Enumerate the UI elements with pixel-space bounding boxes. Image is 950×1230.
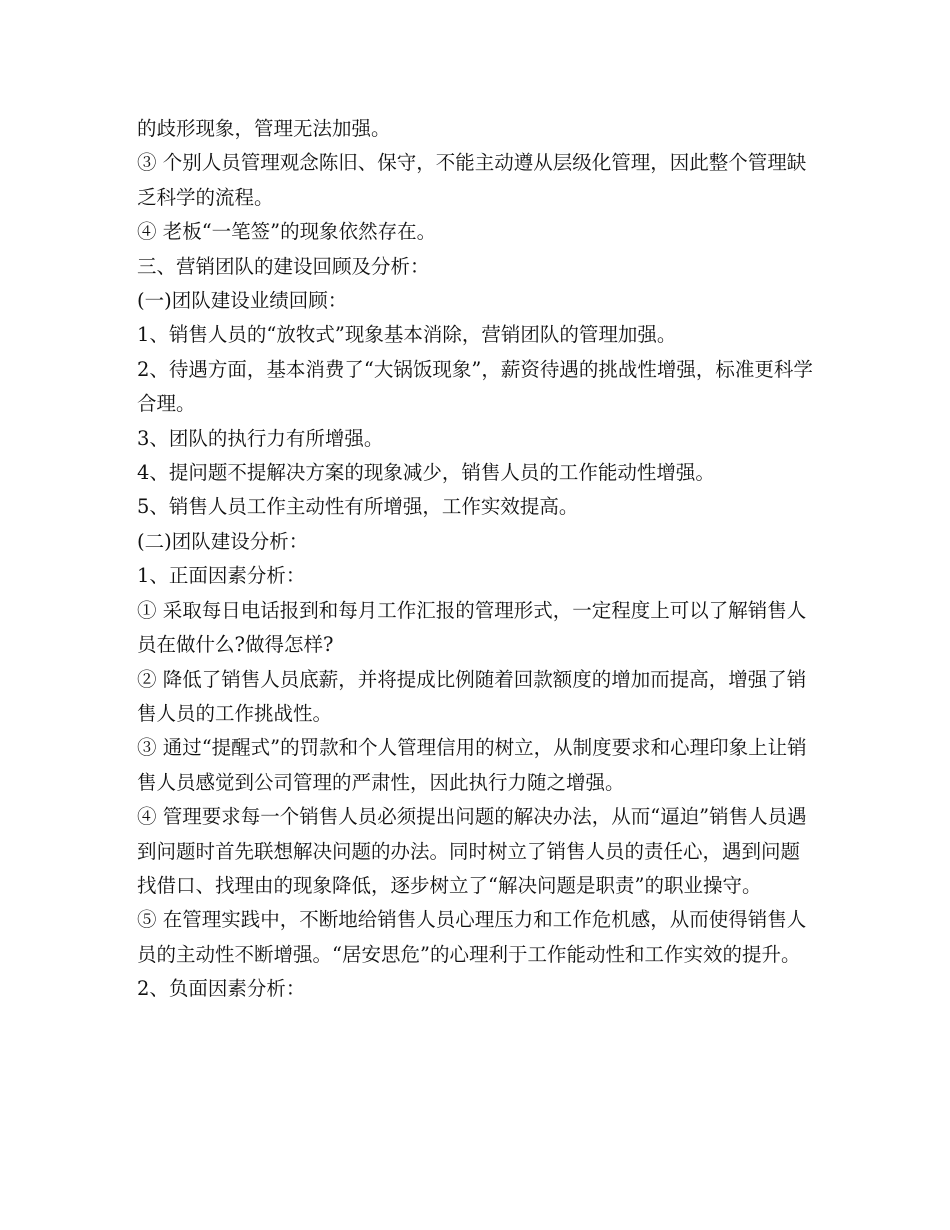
- paragraph-2: ③ 个别人员管理观念陈旧、保守，不能主动遵从层级化管理，因此整个管理缺乏科学的流程。: [137, 151, 807, 209]
- list-item: ③ 通过“提醒式”的罚款和个人管理信用的树立，从制度要求和心理印象上让销售人员感觉到公司管理的严肃性，因此执行力随之增强。: [137, 736, 807, 794]
- document-page: [137, 112, 817, 1007]
- subsection-heading-2: (二)团队建设分析：: [137, 529, 309, 553]
- list-item: 4、提问题不提解决方案的现象减少，销售人员的工作能动性增强。: [137, 461, 715, 485]
- list-item: 2、待遇方面，基本消费了“大锅饭现象”，薪资待遇的挑战性增强，标准更科学合理。: [137, 357, 813, 416]
- list-item: 1、销售人员的“放牧式”现象基本消除，营销团队的管理加强。: [137, 323, 677, 347]
- point-heading-positive: 1、正面因素分析：: [137, 564, 306, 588]
- list-item: 3、团队的执行力有所增强。: [137, 426, 384, 450]
- list-item: ① 采取每日电话报到和每月工作汇报的管理形式，一定程度上可以了解销售人员在做什么?做得怎样?: [137, 598, 807, 657]
- list-item: ④ 管理要求每一个销售人员必须提出问题的解决办法，从而“逼迫”销售人员遇到问题时首先联想解决问题的办法。同时树立了销售人员的责任心，遇到问题找借口、找理由的现象降低，逐步树立了“解决问题是职责”的职业操守。: [137, 805, 807, 897]
- list-item: ⑤ 在管理实践中，不断地给销售人员心理压力和工作危机感，从而使得销售人员的主动性不断增强。“居安思危”的心理利于工作能动性和工作实效的提升。: [137, 908, 807, 966]
- section-heading-3: 三、营销团队的建设回顾及分析：: [137, 254, 430, 278]
- paragraph-3: ④ 老板“一笔签”的现象依然存在。: [137, 220, 437, 244]
- subsection-heading-1: (一)团队建设业绩回顾：: [137, 289, 348, 313]
- point-heading-negative: 2、负面因素分析：: [137, 977, 306, 1001]
- paragraph-1: 的歧形现象，管理无法加强。: [137, 117, 391, 140]
- list-item: 5、销售人员工作主动性有所增强，工作实效提高。: [137, 495, 579, 519]
- list-item: ② 降低了销售人员底薪，并将提成比例随着回款额度的增加而提高，增强了销售人员的工作挑战性。: [137, 667, 807, 725]
